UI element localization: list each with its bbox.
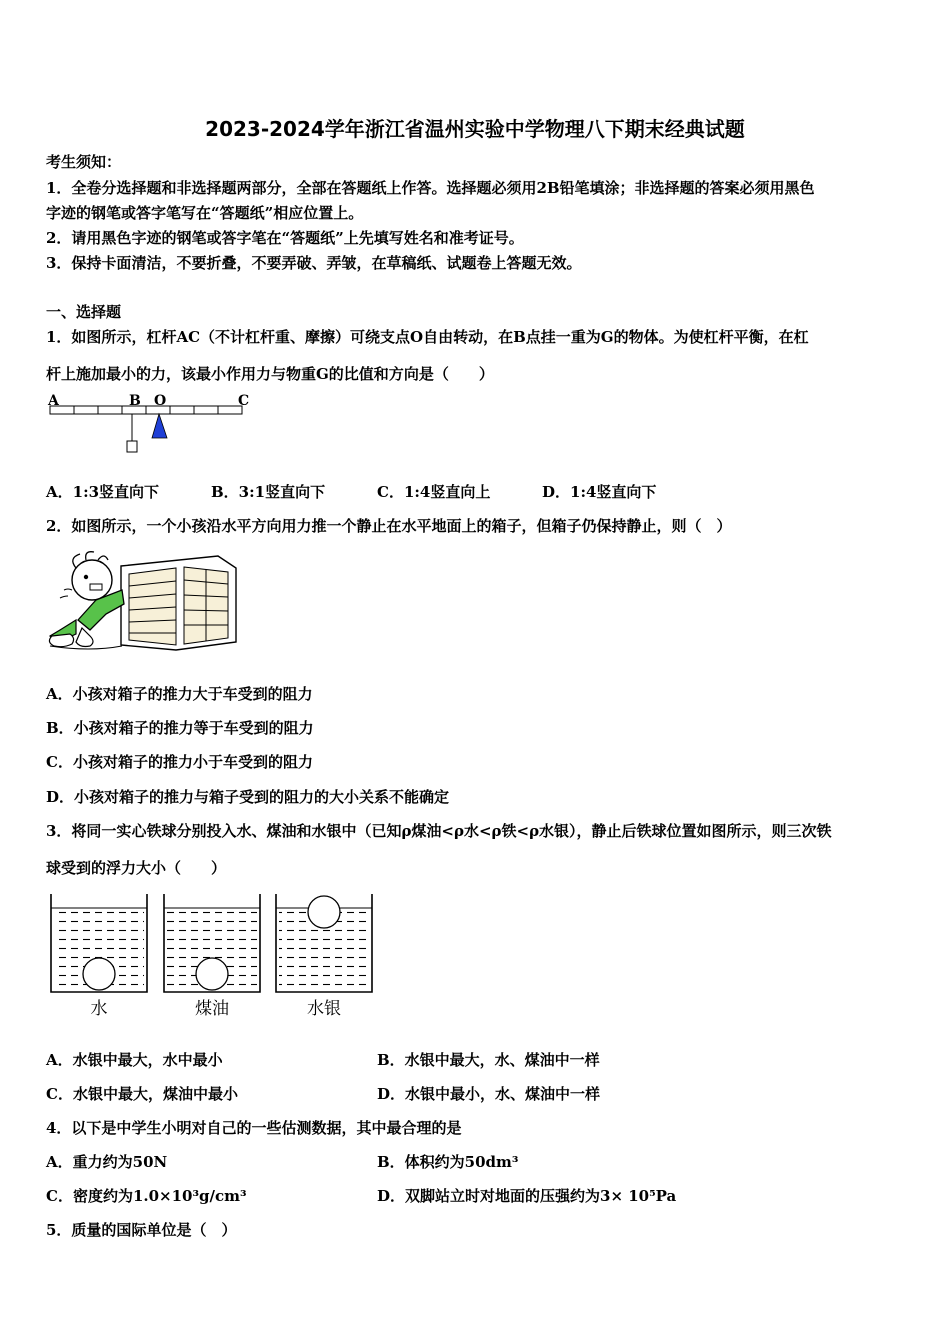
q4-option-a: A．重力约为50N [46,1153,168,1171]
question-3-line-1: 3．将同一实心铁球分别投入水、煤油和水银中（已知ρ煤油<ρ水<ρ铁<ρ水银），静止后铁球位置如图所示，则三次铁 [46,822,832,840]
q1-option-a: A．1:3竖直向下 [46,483,160,501]
section-heading: 一、选择题 [46,303,122,321]
lever-label-b: B [129,393,141,409]
notice-item: 3．保持卡面清洁，不要折叠，不要弄破、弄皱，在草稿纸、试题卷上答题无效。 [46,254,582,272]
question-4-stem: 4．以下是中学生小明对自己的一些估测数据，其中最合理的是 [46,1119,462,1137]
question-1-line-2: 杆上施加最小的力，该最小作用力与物重G的比值和方向是（ ） [46,365,494,383]
iron-ball [83,958,115,990]
notice-heading: 考生须知： [46,153,122,171]
beakers-diagram [46,890,376,1020]
q2-option-b: B．小孩对箱子的推力等于车受到的阻力 [46,719,314,737]
iron-ball [196,958,228,990]
iron-ball [308,896,340,928]
q3-option-d: D．水银中最小，水、煤油中一样 [377,1085,601,1103]
page-title: 2023-2024学年浙江省温州实验中学物理八下期末经典试题 [205,117,745,141]
beaker-kerosene [164,894,260,992]
q2-option-a: A．小孩对箱子的推力大于车受到的阻力 [46,685,313,703]
hanging-weight [127,441,137,452]
beaker-label-kerosene: 煤油 [195,999,229,1019]
q4-option-c: C．密度约为1.0×10³g/cm³ [46,1187,247,1205]
notice-item: 2．请用黑色字迹的钢笔或答字笔在“答题纸”上先填写姓名和准考证号。 [46,229,524,247]
wooden-box [121,556,236,650]
lever-label-a: A [48,393,59,409]
q2-option-d: D．小孩对箱子的推力与箱子受到的阻力的大小关系不能确定 [46,788,450,806]
question-3-line-2: 球受到的浮力大小（ ） [46,859,227,877]
beaker-water [51,894,147,992]
question-5-stem: 5．质量的国际单位是（ ） [46,1221,237,1239]
q1-option-d: D．1:4竖直向下 [542,483,657,501]
notice-item: 字迹的钢笔或答字笔写在“答题纸”相应位置上。 [46,204,364,222]
q4-option-b: B．体积约为50dm³ [377,1153,519,1171]
q3-option-c: C．水银中最大，煤油中最小 [46,1085,238,1103]
lever-label-o: O [154,393,167,409]
child-figure [49,552,124,649]
q3-option-b: B．水银中最大，水、煤油中一样 [377,1051,600,1069]
q3-option-a: A．水银中最大，水中最小 [46,1051,223,1069]
beaker-label-water: 水 [90,999,108,1019]
question-1-line-1: 1．如图所示，杠杆AC（不计杠杆重、摩擦）可绕支点O自由转动，在B点挂一重为G的物体。为使杠杆平衡，在杠 [46,328,809,346]
q1-option-c: C．1:4竖直向上 [377,483,491,501]
notice-item: 1．全卷分选择题和非选择题两部分，全部在答题纸上作答。选择题必须用2B铅笔填涂；非选择题的答案必须用黑色 [46,179,815,197]
q1-option-b: B．3:1竖直向下 [211,483,326,501]
fulcrum-icon [152,414,167,438]
question-2-stem: 2．如图所示，一个小孩沿水平方向用力推一个静止在水平地面上的箱子，但箱子仍保持静止，则（ ） [46,517,732,535]
q4-option-d: D．双脚站立时对地面的压强约为3× 10⁵Pa [377,1187,677,1205]
q2-option-c: C．小孩对箱子的推力小于车受到的阻力 [46,753,313,771]
child-pushing-box-illustration [46,550,246,655]
lever-diagram [40,392,260,462]
beaker-label-mercury: 水银 [307,999,341,1019]
beaker-mercury [276,894,372,992]
lever-label-c: C [238,393,250,409]
